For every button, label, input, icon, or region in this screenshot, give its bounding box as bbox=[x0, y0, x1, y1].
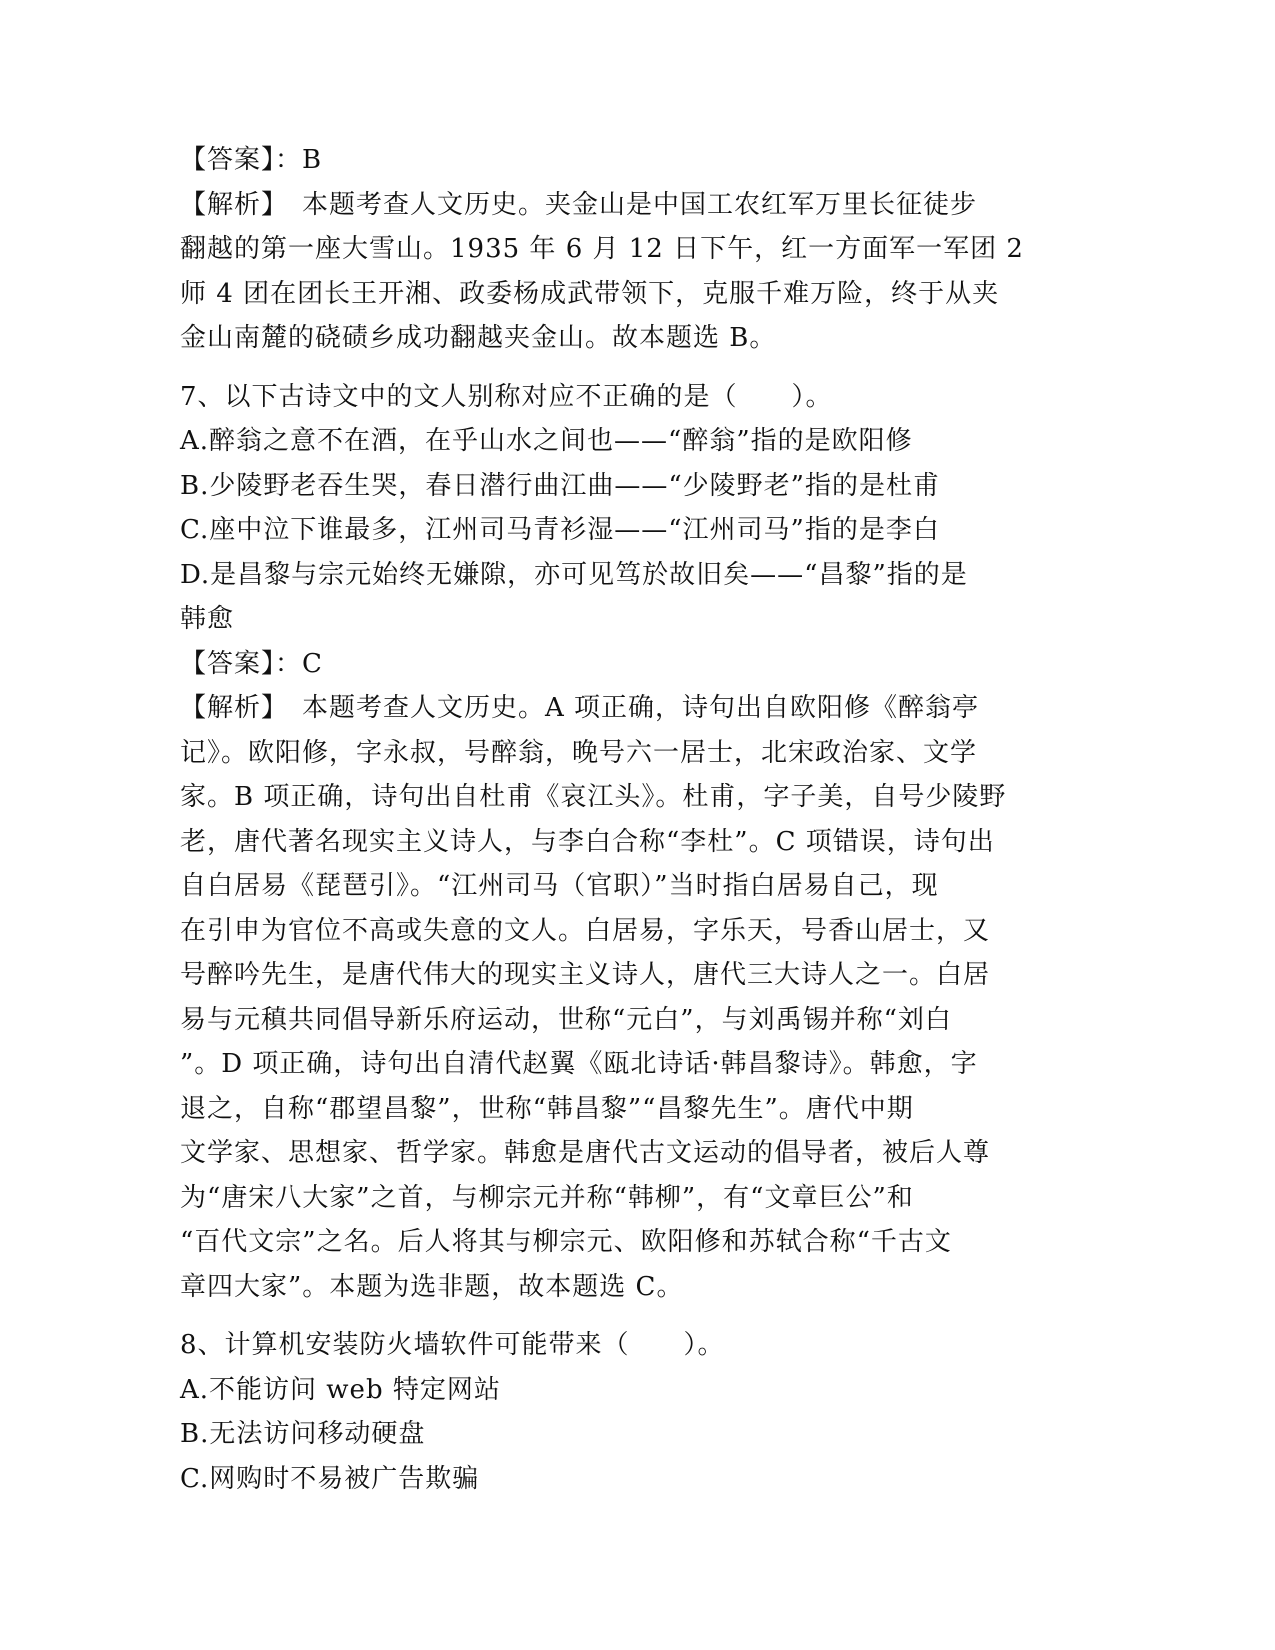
option-d: D.是昌黎与宗元始终无嫌隙，亦可见笃於故旧矣——“昌黎”指的是 bbox=[180, 559, 968, 590]
analysis-line: 号醉吟先生，是唐代伟大的现实主义诗人，唐代三大诗人之一。白居 bbox=[180, 960, 991, 990]
analysis-line: 记》。欧阳修，字永叔，号醉翁，晚号六一居士，北宋政治家、文学 bbox=[180, 737, 978, 768]
analysis-line: 在引申为官位不高或失意的文人。白居易，字乐天，号香山居士，又 bbox=[180, 915, 991, 946]
answer-line: 【答案】：B bbox=[180, 145, 323, 175]
analysis-line: 为“唐宋八大家”之首，与柳宗元并称“韩柳”，有“文章巨公”和 bbox=[180, 1182, 914, 1213]
question-stem: 7、以下古诗文中的文人别称对应不正确的是（ ）。 bbox=[180, 381, 833, 412]
analysis-line: 翻越的第一座大雪山。1935 年 6 月 12 日下午，红一方面军一军团 2 bbox=[180, 234, 1024, 264]
analysis-line: “百代文宗”之名。后人将其与柳宗元、欧阳修和苏轼合称“千古文 bbox=[180, 1227, 952, 1257]
analysis-line: 易与元稹共同倡导新乐府运动，世称“元白”，与刘禹锡并称“刘白 bbox=[180, 1004, 952, 1035]
analysis-line: 【解析】 本题考查人文历史。夹金山是中国工农红军万里长征徒步 bbox=[180, 189, 978, 220]
answer-line: 【答案】：C bbox=[180, 648, 323, 679]
analysis-line: 【解析】 本题考查人文历史。A 项正确，诗句出自欧阳修《醉翁亭 bbox=[180, 693, 980, 723]
analysis-line: ”。D 项正确，诗句出自清代赵翼《瓯北诗话·韩昌黎诗》。韩愈，字 bbox=[180, 1049, 978, 1079]
analysis-line: 老，唐代著名现实主义诗人，与李白合称“李杜”。C 项错误，诗句出 bbox=[180, 826, 995, 857]
option-a: A.不能访问 web 特定网站 bbox=[180, 1374, 501, 1405]
question-7-block bbox=[180, 375, 1080, 1310]
option-d-continued: 韩愈 bbox=[180, 604, 235, 634]
analysis-line: 章四大家”。本题为选非题，故本题选 C。 bbox=[180, 1271, 684, 1302]
option-c: C.网购时不易被广告欺骗 bbox=[180, 1463, 480, 1494]
option-a: A.醉翁之意不在酒，在乎山水之间也——“醉翁”指的是欧阳修 bbox=[180, 426, 913, 456]
question-8-block bbox=[180, 1323, 1080, 1501]
analysis-line: 退之，自称“郡望昌黎”，世称“韩昌黎”“昌黎先生”。唐代中期 bbox=[180, 1093, 914, 1124]
question-stem: 8、计算机安装防火墙软件可能带来（ ）。 bbox=[180, 1330, 725, 1360]
analysis-line: 金山南麓的硗碛乡成功翻越夹金山。故本题选 B。 bbox=[180, 323, 777, 353]
analysis-line: 自白居易《琵琶引》。“江州司马（官职）”当时指白居易自己，现 bbox=[180, 871, 939, 901]
option-b: B.少陵野老吞生哭，春日潜行曲江曲——“少陵野老”指的是杜甫 bbox=[180, 470, 940, 501]
analysis-line: 文学家、思想家、哲学家。韩愈是唐代古文运动的倡导者，被后人尊 bbox=[180, 1138, 991, 1168]
analysis-line: 家。B 项正确，诗句出自杜甫《哀江头》。杜甫，字子美，自号少陵野 bbox=[180, 782, 1007, 812]
prev-answer-block bbox=[180, 138, 1080, 361]
option-c: C.座中泣下谁最多，江州司马青衫湿——“江州司马”指的是李白 bbox=[180, 515, 940, 545]
option-b: B.无法访问移动硬盘 bbox=[180, 1419, 426, 1449]
analysis-line: 师 4 团在团长王开湘、政委杨成武带领下，克服千难万险，终于从夹 bbox=[180, 278, 1000, 309]
document-page bbox=[180, 138, 1080, 1501]
